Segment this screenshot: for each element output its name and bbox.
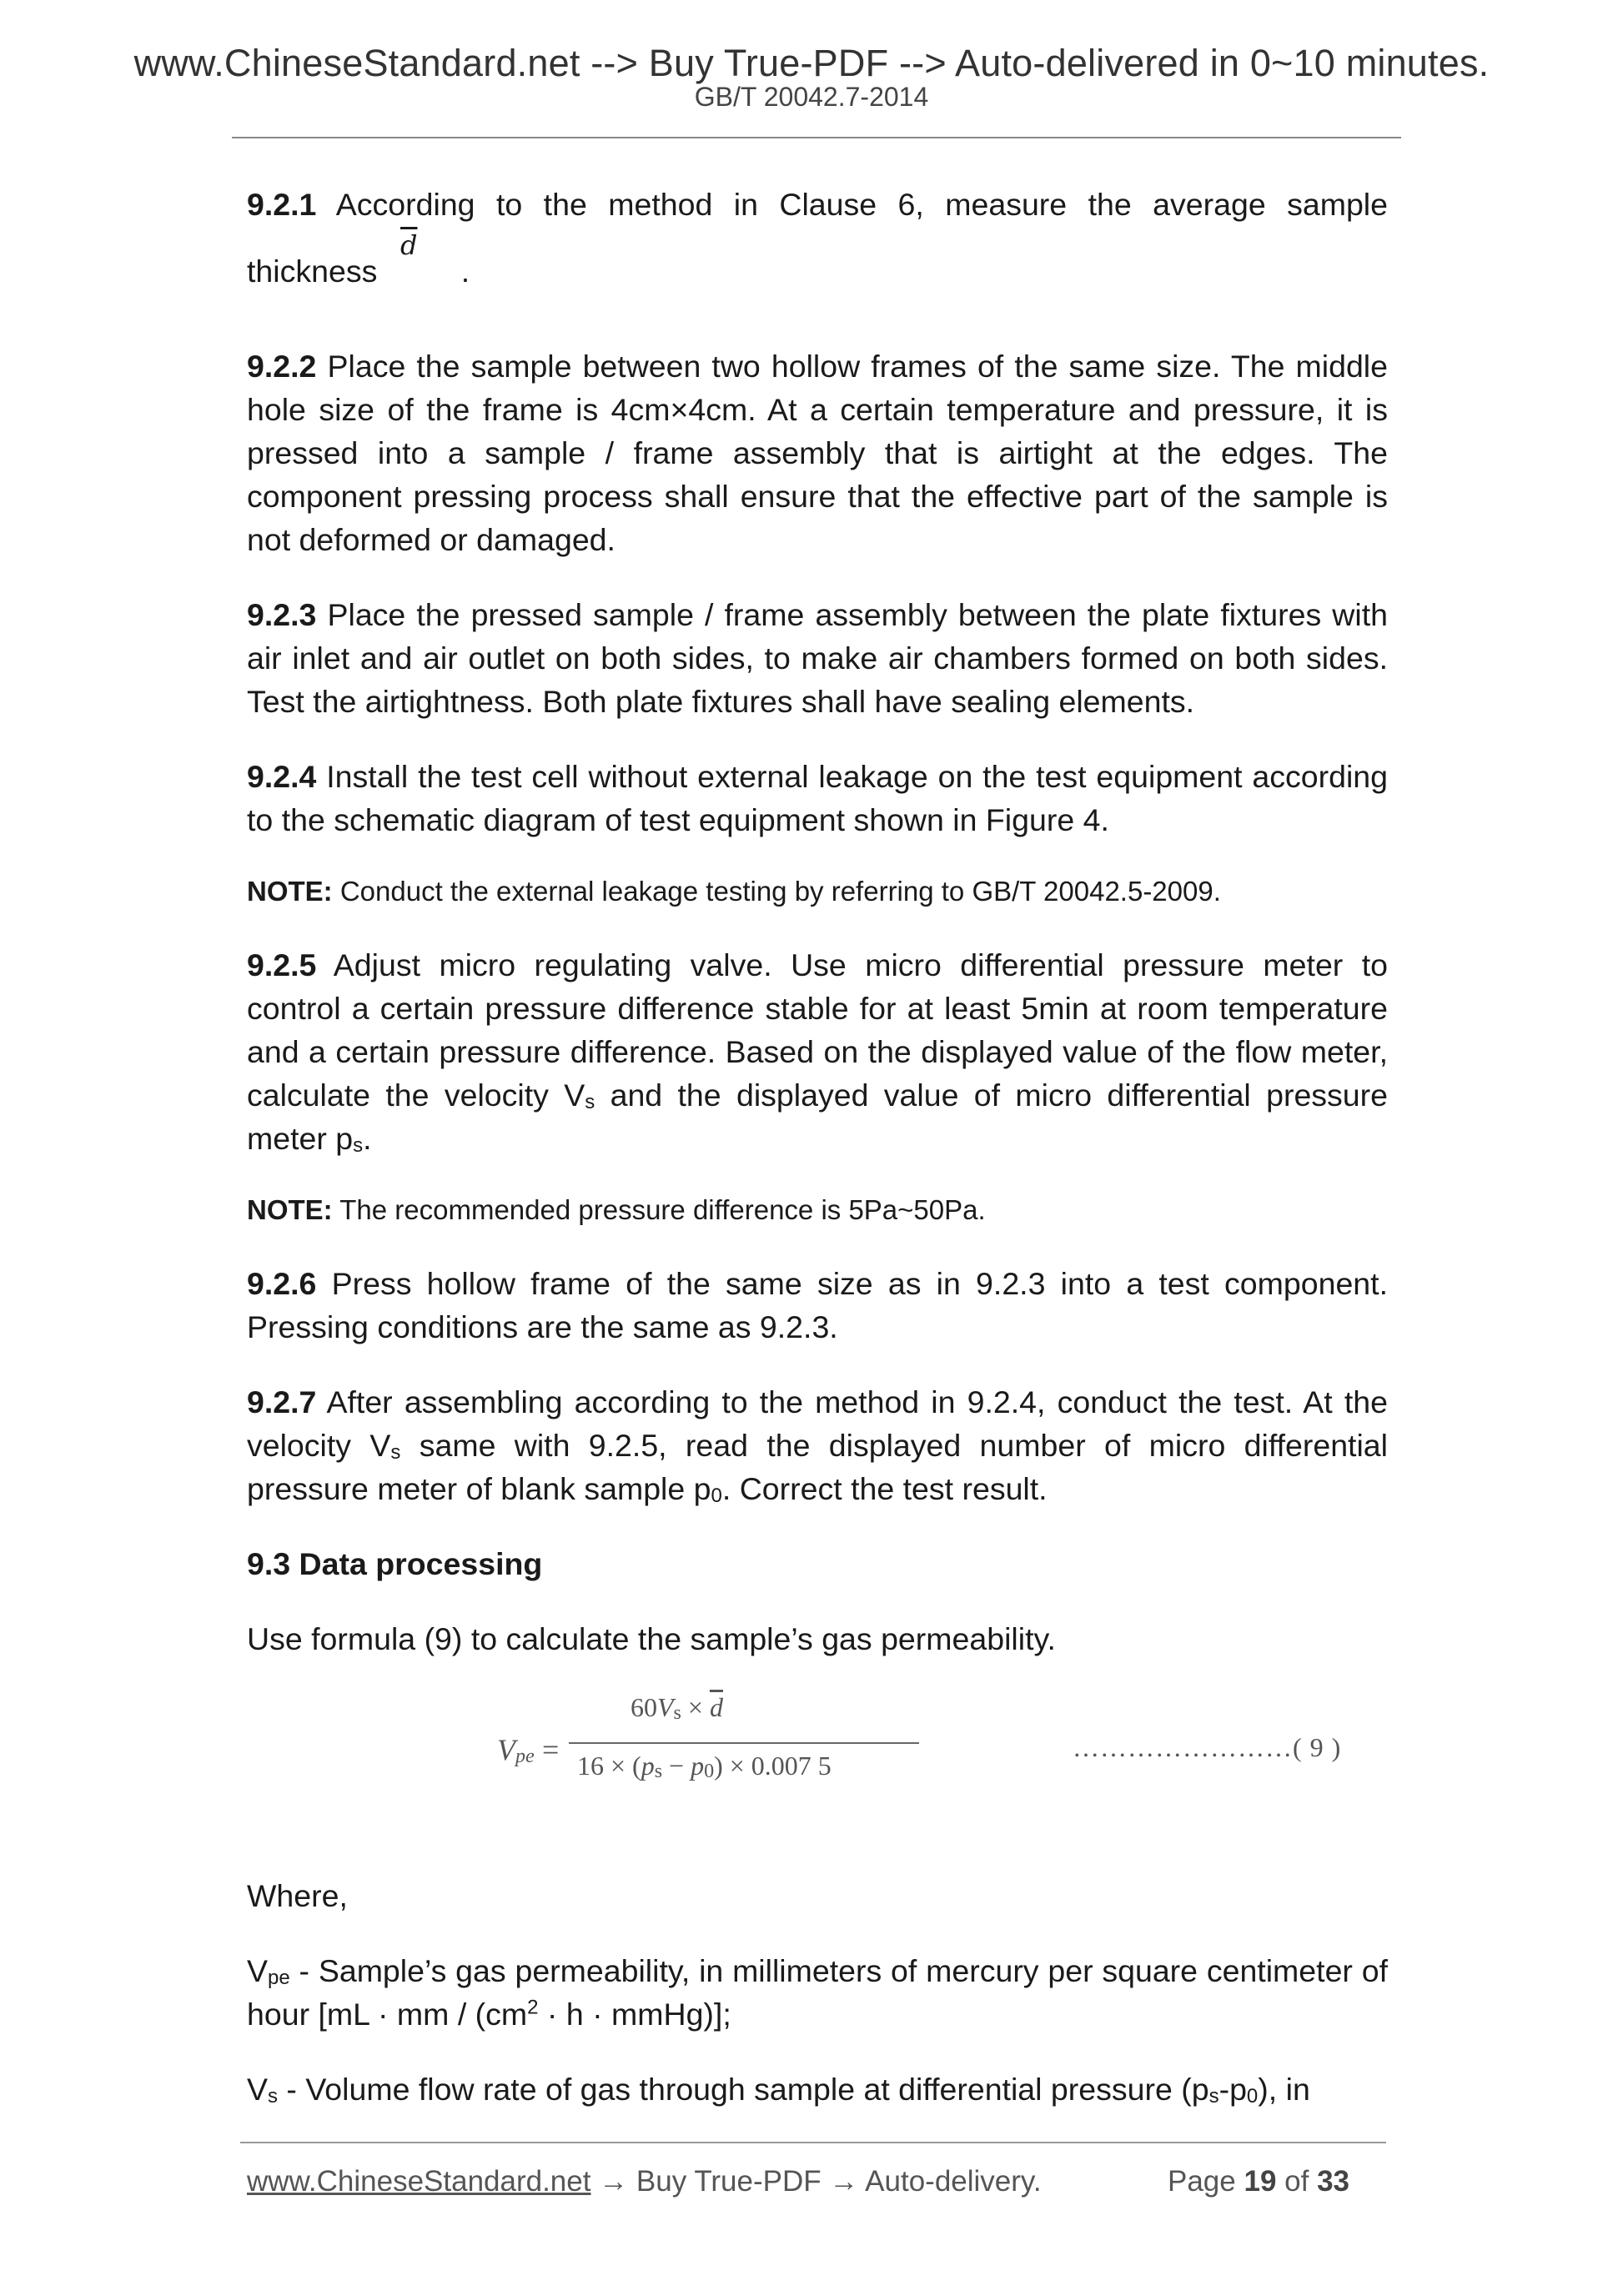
formula-numerator: $60V_s \times \overline{d}$ bbox=[631, 1692, 723, 1724]
total-pages: 33 bbox=[1317, 2165, 1350, 2198]
average-thickness-symbol: $\overline{d}$ bbox=[400, 229, 418, 261]
page-indicator: Page 19 of 33 bbox=[1168, 2165, 1350, 2198]
definition-vpe: $V_{pe}$ - Sample’s gas permeability, in millimeters of mercury per square centimeter of hour [mL · mm / ($cm^2 \cdot h$ · mmHg)]; bbox=[247, 1953, 1388, 2032]
footer bbox=[247, 2165, 1042, 2198]
current-page: 19 bbox=[1244, 2165, 1277, 2198]
fraction-bar bbox=[569, 1742, 919, 1744]
header-divider bbox=[232, 137, 1401, 138]
page-content bbox=[247, 171, 1388, 2143]
clause-9-2-5: 9.2.5 Adjust micro regulating valve. Use micro differential pressure meter to control a certain pressure difference stable for at least 5min at room temperature and a certain pressure difference. Based on the displayed value of the flow meter, calculate the velocity $V_s$ and the displayed value of micro differential pressure meter $p_s$. bbox=[247, 947, 1389, 1157]
footer-divider bbox=[240, 2142, 1386, 2143]
where-label: Where, bbox=[247, 1878, 348, 1913]
section-heading-9-3: 9.3 Data processing bbox=[247, 1546, 543, 1581]
formula-9 bbox=[247, 1692, 1388, 1826]
clause-9-2-4: 9.2.4 Install the test cell without external leakage on the test equipment according to the schematic diagram of test equipment shown in Figure 4. bbox=[247, 759, 1388, 837]
formula-number: ……………………( 9 ) bbox=[1073, 1732, 1342, 1762]
footer-text: → Buy True-PDF → Auto-delivery. bbox=[590, 2165, 1042, 2198]
formula-denominator: $16 \times (p_s - p_0) \times 0.007$ 5 bbox=[577, 1751, 832, 1782]
note-pressure-difference: NOTE: The recommended pressure difference is 5Pa~50Pa. bbox=[247, 1194, 986, 1225]
note-external-leakage: NOTE: Conduct the external leakage testing by referring to GB/T 20042.5-2009. bbox=[247, 876, 1221, 907]
clause-9-2-6: 9.2.6 Press hollow frame of the same size as in 9.2.3 into a test component. Pressing conditions are the same as 9.2.3. bbox=[247, 1266, 1388, 1344]
site-banner: www.ChineseStandard.net --> Buy True-PDF --> Auto-delivered in 0~10 minutes. bbox=[133, 42, 1490, 84]
definition-vs: $V_s$ - Volume flow rate of gas through sample at differential pressure $(p_s-p_0)$, in bbox=[247, 2072, 1310, 2108]
clause-9-2-1: 9.2.1 According to the method in Clause 6, measure the average sample thickness $\overline{d}$ . bbox=[247, 187, 1388, 289]
standard-number: GB/T 20042.7-2014 bbox=[694, 82, 929, 112]
footer-site-link[interactable]: www.ChineseStandard.net bbox=[247, 2165, 591, 2198]
clause-9-2-3: 9.2.3 Place the pressed sample / frame assembly between the plate fixtures with air inlet and air outlet on both sides, to make air chambers formed on both sides. Test the airtightness. Both plate fixtures shall have sealing elements. bbox=[247, 597, 1388, 719]
clause-9-2-2: 9.2.2 Place the sample between two hollow frames of the same size. The middle hole size of the frame is 4cm×4cm. At a certain temperature and pressure, it is pressed into a sample / frame assembly that is airtight at the edges. The component pressing process shall ensure that the effective part of the sample is not deformed or damaged. bbox=[247, 349, 1388, 557]
formula-expression: $V_{pe}$ = $60V_s \times \overline{d}$ $16 \times (p_s - p_0) \times 0.007$ 5 bbox=[497, 1692, 931, 1809]
clause-9-2-7: 9.2.7 After assembling according to the method in 9.2.4, conduct the test. At the velocity $V_s$ same with 9.2.5, read the displayed number of micro differential pressure meter of blank sample $p_0$. Correct the test result. bbox=[247, 1384, 1388, 1507]
formula-intro: Use formula (9) to calculate the sample’s gas permeability. bbox=[247, 1621, 1056, 1656]
